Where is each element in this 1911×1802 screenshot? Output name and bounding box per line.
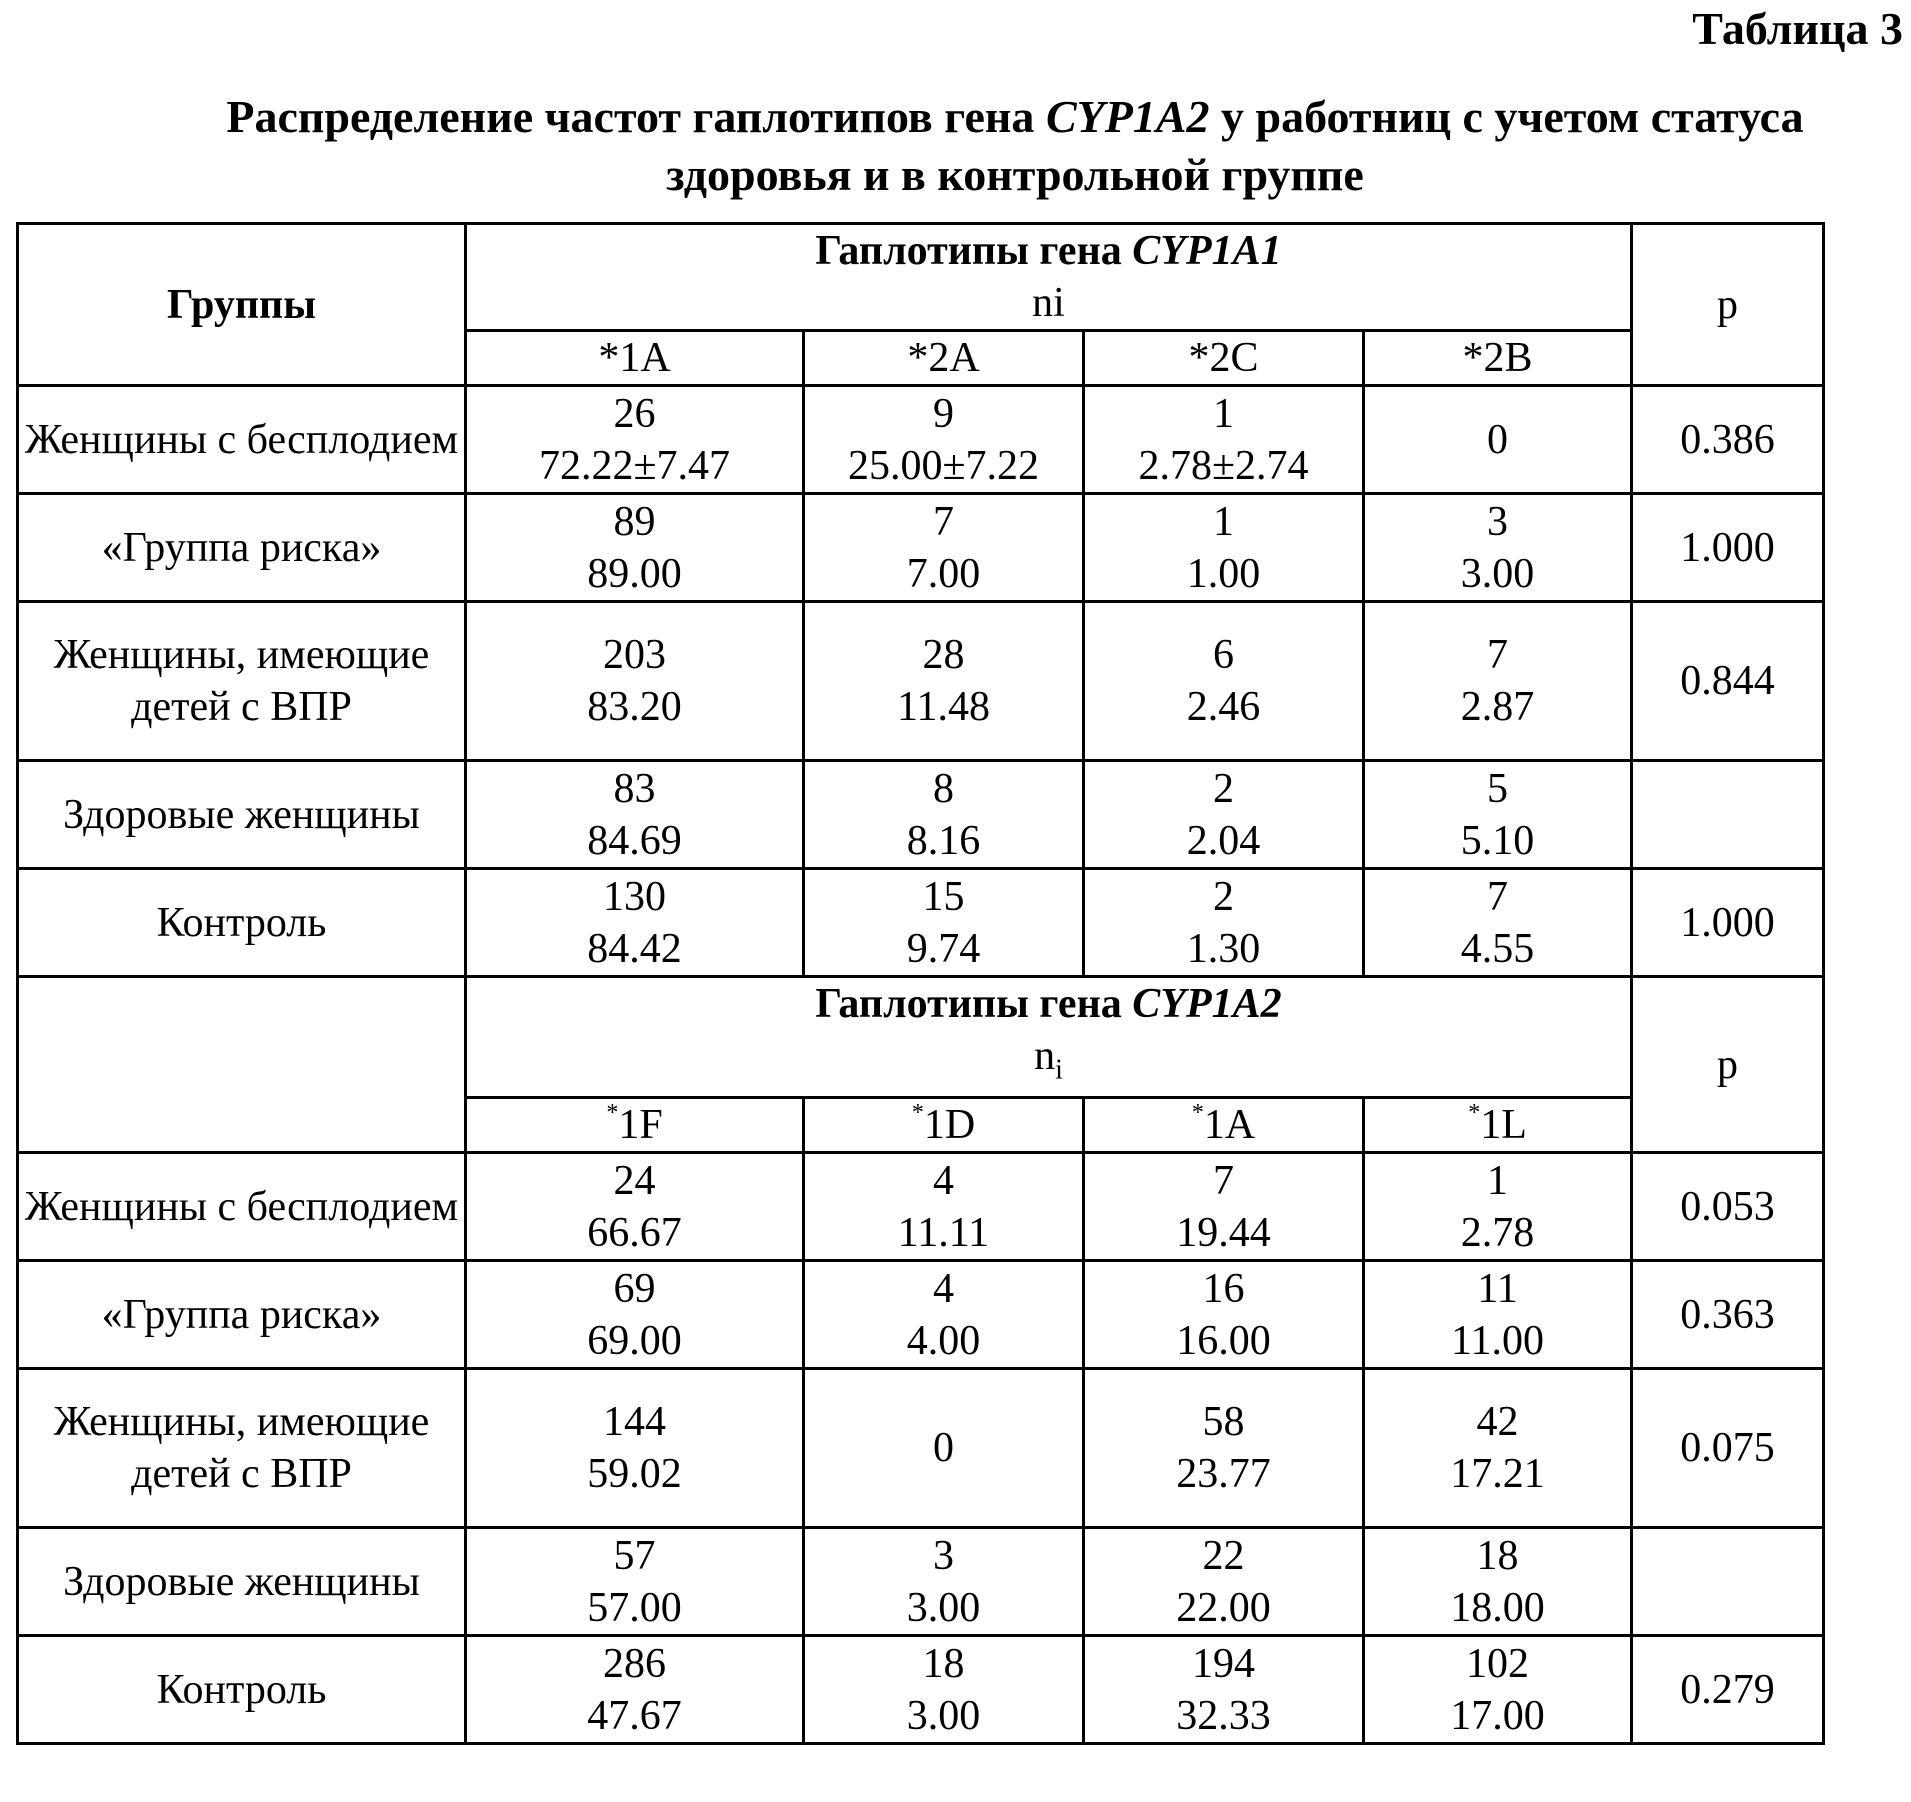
value-cell <box>804 761 1084 869</box>
n-label <box>471 277 1626 329</box>
gene-name: CYP1A1 <box>1132 228 1281 274</box>
p-value-cell: 1.000 <box>1632 869 1824 977</box>
p-value-cell <box>1632 1528 1824 1636</box>
group-cell: Контроль <box>18 1636 466 1744</box>
percent-value: 22.00 <box>1089 1582 1358 1634</box>
gene-header <box>471 225 1626 277</box>
star-superscript: * <box>606 1100 618 1126</box>
table-row <box>18 1636 1824 1744</box>
count-value: 0 <box>809 1422 1078 1474</box>
haplotype-column-header: *2A <box>804 331 1084 386</box>
count-value: 0 <box>1369 414 1626 466</box>
star-superscript: * <box>912 1100 924 1126</box>
value-cell <box>1084 386 1364 494</box>
count-value: 16 <box>1089 1263 1358 1315</box>
p-value-cell: 1.000 <box>1632 494 1824 602</box>
haplotype-column-header: *2B <box>1364 331 1632 386</box>
count-value: 57 <box>471 1530 798 1582</box>
value-cell <box>1364 602 1632 761</box>
value-cell <box>466 1153 804 1261</box>
haplotype-name: 1F <box>618 1102 662 1148</box>
percent-value: 2.87 <box>1369 681 1626 733</box>
haplotype-column-header <box>1084 1098 1364 1153</box>
n-label-subscript: i <box>1055 1054 1063 1085</box>
haplotype-name: 1D <box>924 1102 975 1148</box>
haplotype-name: 1A <box>1204 1102 1255 1148</box>
table-title <box>140 88 1890 204</box>
count-value: 4 <box>809 1155 1078 1207</box>
haplotype-name: 1L <box>1480 1102 1527 1148</box>
gene-header-prefix: Гаплотипы гена <box>815 228 1132 274</box>
value-cell <box>466 494 804 602</box>
p-value-cell: 0.279 <box>1632 1636 1824 1744</box>
count-value: 26 <box>471 388 798 440</box>
percent-value: 89.00 <box>471 548 798 600</box>
value-cell <box>1084 869 1364 977</box>
star-superscript: * <box>1192 1100 1204 1126</box>
percent-value: 19.44 <box>1089 1207 1358 1259</box>
percent-value: 8.16 <box>809 815 1078 867</box>
star-superscript: * <box>1468 1100 1480 1126</box>
percent-value: 72.22±7.47 <box>471 440 798 492</box>
value-cell <box>804 1369 1084 1528</box>
value-cell <box>1084 1153 1364 1261</box>
value-cell <box>804 602 1084 761</box>
count-value: 83 <box>471 763 798 815</box>
value-cell <box>1364 869 1632 977</box>
gene-header-cell <box>466 977 1632 1098</box>
table-row <box>18 1528 1824 1636</box>
percent-value: 11.11 <box>809 1207 1078 1259</box>
p-header: р <box>1632 224 1824 386</box>
gene-name: CYP1A2 <box>1132 981 1281 1027</box>
count-value: 22 <box>1089 1530 1358 1582</box>
count-value: 3 <box>1369 496 1626 548</box>
percent-value: 83.20 <box>471 681 798 733</box>
percent-value: 57.00 <box>471 1582 798 1634</box>
p-value-cell: 0.386 <box>1632 386 1824 494</box>
haplotype-column-header: *1A <box>466 331 804 386</box>
value-cell <box>1084 1369 1364 1528</box>
percent-value: 9.74 <box>809 923 1078 975</box>
title-text-1: Распределение частот гаплотипов гена <box>226 91 1046 142</box>
percent-value: 11.48 <box>809 681 1078 733</box>
count-value: 5 <box>1369 763 1626 815</box>
percent-value: 1.30 <box>1089 923 1358 975</box>
count-value: 1 <box>1369 1155 1626 1207</box>
count-value: 6 <box>1089 629 1358 681</box>
n-label-text: ni <box>1032 280 1065 326</box>
count-value: 3 <box>809 1530 1078 1582</box>
percent-value: 17.21 <box>1369 1448 1626 1500</box>
value-cell <box>466 761 804 869</box>
value-cell <box>804 1153 1084 1261</box>
percent-value: 69.00 <box>471 1315 798 1367</box>
gene-header <box>471 978 1626 1030</box>
value-cell <box>1364 1261 1632 1369</box>
value-cell <box>1364 1636 1632 1744</box>
group-cell: Женщины с бесплодием <box>18 1153 466 1261</box>
group-cell: «Группа риска» <box>18 1261 466 1369</box>
n-label <box>471 1030 1626 1096</box>
percent-value: 16.00 <box>1089 1315 1358 1367</box>
value-cell <box>1084 1261 1364 1369</box>
percent-value: 5.10 <box>1369 815 1626 867</box>
table-row <box>18 1153 1824 1261</box>
value-cell <box>466 869 804 977</box>
value-cell <box>1364 761 1632 869</box>
group-cell: Контроль <box>18 869 466 977</box>
percent-value: 23.77 <box>1089 1448 1358 1500</box>
count-value: 130 <box>471 871 798 923</box>
percent-value: 32.33 <box>1089 1690 1358 1742</box>
value-cell <box>804 1528 1084 1636</box>
percent-value: 25.00±7.22 <box>809 440 1078 492</box>
percent-value: 11.00 <box>1369 1315 1626 1367</box>
percent-value: 2.78±2.74 <box>1089 440 1358 492</box>
percent-value: 2.78 <box>1369 1207 1626 1259</box>
group-cell: Здоровые женщины <box>18 761 466 869</box>
haplotype-column-header: *2C <box>1084 331 1364 386</box>
count-value: 203 <box>471 629 798 681</box>
count-value: 15 <box>809 871 1078 923</box>
percent-value: 3.00 <box>809 1690 1078 1742</box>
groups-header: Группы <box>18 224 466 386</box>
value-cell <box>804 494 1084 602</box>
percent-value: 7.00 <box>809 548 1078 600</box>
p-value-cell: 0.053 <box>1632 1153 1824 1261</box>
percent-value: 84.69 <box>471 815 798 867</box>
value-cell <box>1084 761 1364 869</box>
count-value: 7 <box>1369 629 1626 681</box>
haplotype-table <box>16 222 1825 1745</box>
count-value: 42 <box>1369 1396 1626 1448</box>
count-value: 9 <box>809 388 1078 440</box>
haplotype-column-header <box>1364 1098 1632 1153</box>
count-value: 2 <box>1089 763 1358 815</box>
title-gene: CYP1A2 <box>1046 91 1210 142</box>
percent-value: 2.46 <box>1089 681 1358 733</box>
value-cell <box>466 386 804 494</box>
value-cell <box>466 1261 804 1369</box>
value-cell <box>804 869 1084 977</box>
p-value-cell: 0.075 <box>1632 1369 1824 1528</box>
count-value: 18 <box>1369 1530 1626 1582</box>
count-value: 194 <box>1089 1638 1358 1690</box>
group-cell: Здоровые женщины <box>18 1528 466 1636</box>
table-row <box>18 869 1824 977</box>
count-value: 18 <box>809 1638 1078 1690</box>
count-value: 2 <box>1089 871 1358 923</box>
gene-header-prefix: Гаплотипы гена <box>815 981 1132 1027</box>
count-value: 7 <box>1089 1155 1358 1207</box>
header-row <box>18 977 1824 1098</box>
percent-value: 4.55 <box>1369 923 1626 975</box>
p-value-cell <box>1632 761 1824 869</box>
value-cell <box>466 1528 804 1636</box>
percent-value: 2.04 <box>1089 815 1358 867</box>
count-value: 144 <box>471 1396 798 1448</box>
count-value: 1 <box>1089 496 1358 548</box>
title-text-2: у работниц с учетом статуса <box>1210 91 1804 142</box>
count-value: 286 <box>471 1638 798 1690</box>
table-row <box>18 761 1824 869</box>
value-cell <box>804 1636 1084 1744</box>
count-value: 89 <box>471 496 798 548</box>
percent-value: 3.00 <box>1369 548 1626 600</box>
table-number-label: Таблица 3 <box>1692 2 1903 55</box>
count-value: 4 <box>809 1263 1078 1315</box>
percent-value: 84.42 <box>471 923 798 975</box>
value-cell <box>1364 1528 1632 1636</box>
value-cell <box>466 602 804 761</box>
haplotype-column-header <box>804 1098 1084 1153</box>
p-value-cell: 0.363 <box>1632 1261 1824 1369</box>
value-cell <box>466 1369 804 1528</box>
table-row <box>18 602 1824 761</box>
haplotype-column-header <box>466 1098 804 1153</box>
header-row <box>18 224 1824 331</box>
value-cell <box>804 1261 1084 1369</box>
group-cell: Женщины с бесплодием <box>18 386 466 494</box>
value-cell <box>1364 1153 1632 1261</box>
percent-value: 18.00 <box>1369 1582 1626 1634</box>
p-value-cell: 0.844 <box>1632 602 1824 761</box>
value-cell <box>1364 1369 1632 1528</box>
empty-groups-header <box>18 977 466 1153</box>
value-cell <box>1084 602 1364 761</box>
value-cell <box>1084 494 1364 602</box>
count-value: 11 <box>1369 1263 1626 1315</box>
value-cell <box>1084 1636 1364 1744</box>
count-value: 1 <box>1089 388 1358 440</box>
percent-value: 59.02 <box>471 1448 798 1500</box>
title-text-3: здоровья и в контрольной группе <box>666 149 1364 200</box>
group-cell: Женщины, имеющие детей с ВПР <box>18 602 466 761</box>
value-cell <box>1364 386 1632 494</box>
count-value: 28 <box>809 629 1078 681</box>
count-value: 8 <box>809 763 1078 815</box>
count-value: 7 <box>1369 871 1626 923</box>
percent-value: 66.67 <box>471 1207 798 1259</box>
value-cell <box>1364 494 1632 602</box>
value-cell <box>1084 1528 1364 1636</box>
percent-value: 17.00 <box>1369 1690 1626 1742</box>
table-row <box>18 1369 1824 1528</box>
percent-value: 47.67 <box>471 1690 798 1742</box>
percent-value: 3.00 <box>809 1582 1078 1634</box>
value-cell <box>804 386 1084 494</box>
count-value: 102 <box>1369 1638 1626 1690</box>
table-row <box>18 1261 1824 1369</box>
count-value: 58 <box>1089 1396 1358 1448</box>
table-row <box>18 386 1824 494</box>
group-cell: Женщины, имеющие детей с ВПР <box>18 1369 466 1528</box>
n-label-text: n <box>1034 1033 1055 1079</box>
count-value: 69 <box>471 1263 798 1315</box>
percent-value: 4.00 <box>809 1315 1078 1367</box>
count-value: 24 <box>471 1155 798 1207</box>
count-value: 7 <box>809 496 1078 548</box>
group-cell: «Группа риска» <box>18 494 466 602</box>
percent-value: 1.00 <box>1089 548 1358 600</box>
value-cell <box>466 1636 804 1744</box>
table-row <box>18 494 1824 602</box>
p-header: р <box>1632 977 1824 1153</box>
gene-header-cell <box>466 224 1632 331</box>
